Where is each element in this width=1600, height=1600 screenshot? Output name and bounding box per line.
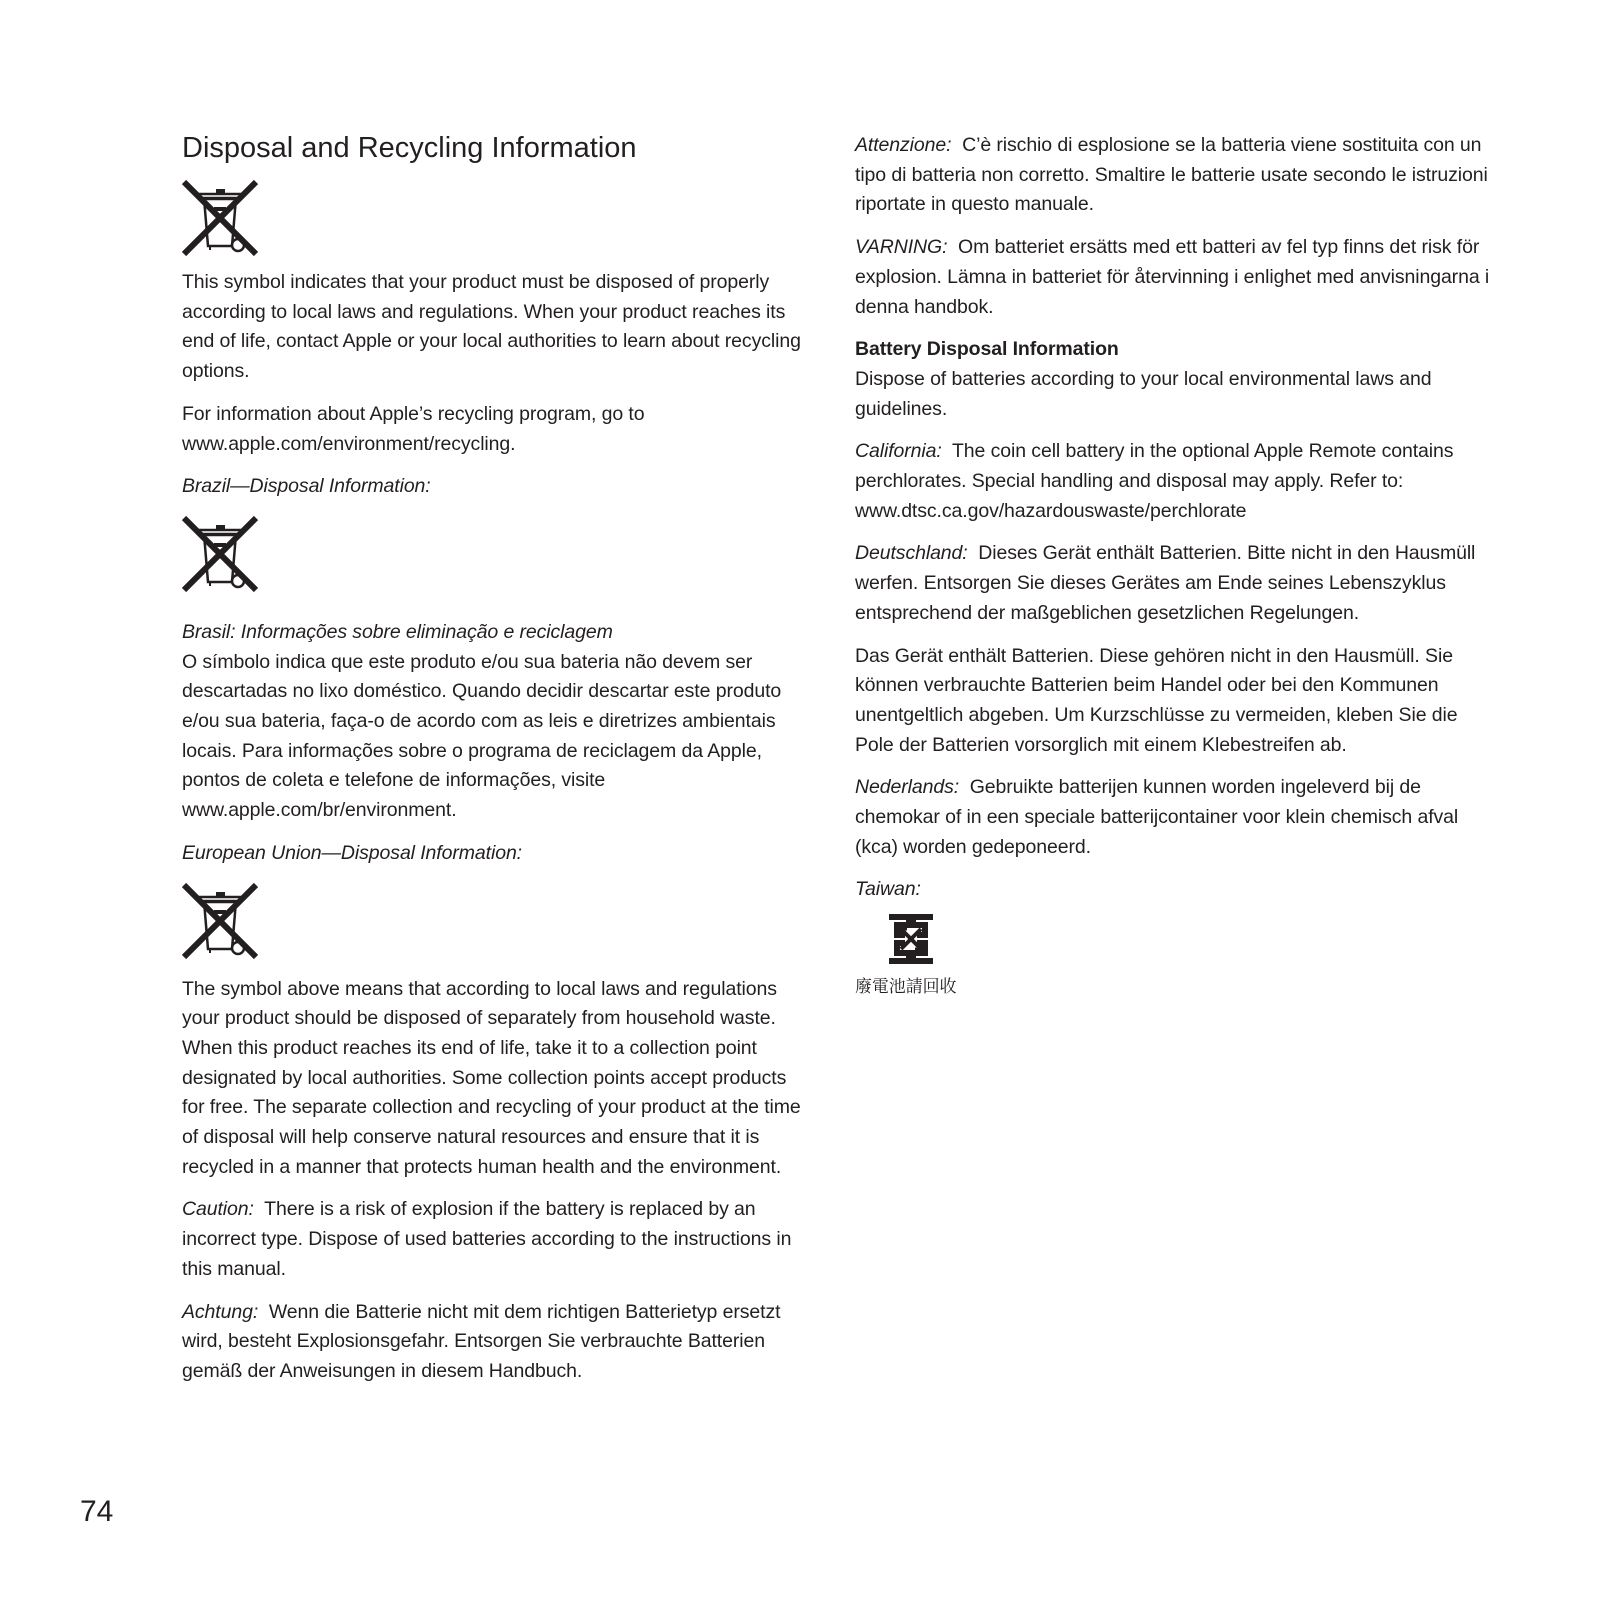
achtung-paragraph — [182, 1298, 807, 1387]
battery-disposal-paragraph: Dispose of batteries according to your local environmental laws and guidelines. — [855, 367, 1432, 420]
taiwan-heading: Taiwan: — [855, 878, 921, 901]
eu-heading: European Union—Disposal Information: — [182, 841, 523, 864]
page-number: 74 — [80, 1495, 114, 1528]
recycling-program-paragraph: For information about Apple’s recycling program, go to www.apple.com/environment/recycling. — [182, 402, 645, 455]
attenzione-paragraph — [855, 131, 1495, 220]
california-paragraph — [855, 437, 1495, 526]
attenzione-label: Attenzione: — [855, 134, 952, 156]
right-column — [855, 131, 1495, 999]
crossed-bin-icon — [180, 514, 260, 594]
varning-text: Om batteriet ersätts med ett batteri av fel typ finns det risk för explosion. Lämna in batteriet för återvinning i enlighet med anvisningarna i denna handbok. — [855, 236, 1490, 318]
achtung-label: Achtung: — [182, 1300, 259, 1323]
battery-disposal-heading: Battery Disposal Information — [855, 338, 1119, 361]
taiwan-battery-recycling-icon — [885, 913, 937, 965]
nederlands-paragraph — [855, 773, 1495, 862]
attenzione-text: C’è rischio di esplosione se la batteria viene sostituita con un tipo di batteria non corretto. Smaltire le batterie usate secondo le istruzioni riportate in questo manuale. — [855, 134, 1488, 216]
deutschland-text: Dieses Gerät enthält Batterien. Bitte nicht in den Hausmüll werfen. Entsorgen Sie dieses Gerätes am Ende seines Lebenszyklus entsprechend der maßgeblichen gesetzlichen Regelungen. — [855, 542, 1476, 624]
brasil-heading: Brasil: Informações sobre eliminação e reciclagem — [182, 620, 613, 643]
nederlands-label: Nederlands: — [855, 776, 960, 799]
varning-paragraph — [855, 233, 1495, 322]
brasil-paragraph: O símbolo indica que este produto e/ou sua bateria não devem ser descartadas no lixo doméstico. Quando decidir descartar este produto e/ou sua bateria, faça-o de acordo com as leis e diretrizes ambientais locais. Para informações sobre o programa de reciclagem da Apple, pontos de coleta e telefone de informações, visite www.apple.com/br/environment. — [182, 650, 782, 822]
taiwan-caption: 廢電池請回收 — [855, 977, 957, 997]
deutschland-paragraph — [855, 539, 1495, 628]
caution-label: Caution: — [182, 1198, 254, 1221]
california-label: California: — [855, 440, 942, 463]
brazil-heading: Brazil—Disposal Information: — [182, 475, 431, 498]
caution-paragraph — [182, 1195, 807, 1284]
caution-text: There is a risk of explosion if the battery is replaced by an incorrect type. Dispose of used batteries according to the instructions in this manual. — [182, 1198, 792, 1280]
nederlands-text: Gebruikte batterijen kunnen worden ingeleverd bij de chemokar of in een speciale batterijcontainer voor klein chemisch afval (kca) worden gedeponeerd. — [855, 776, 1459, 858]
achtung-text: Wenn die Batterie nicht mit dem richtigen Batterietyp ersetzt wird, besteht Explosionsgefahr. Entsorgen Sie verbrauchte Batterien gemäß der Anweisungen in diesem Handbuch. — [182, 1300, 781, 1382]
das-geraet-paragraph: Das Gerät enthält Batterien. Diese gehören nicht in den Hausmüll. Sie können verbrauchte Batterien beim Handel oder bei den Kommunen unentgeltlich abgeben. Um Kurzschlüsse zu vermeiden, kleben Sie die Pole der Batterien vorsorglich mit einem Klebestreifen ab. — [855, 644, 1458, 756]
varning-label: VARNING: — [855, 236, 948, 259]
crossed-bin-icon — [180, 881, 260, 961]
left-column — [182, 130, 807, 1400]
deutschland-label: Deutschland: — [855, 542, 968, 565]
symbol-paragraph: This symbol indicates that your product must be disposed of properly according to local laws and regulations. When your product reaches its end of life, contact Apple or your local authorities to learn about recycling options. — [182, 271, 801, 383]
california-text: The coin cell battery in the optional Apple Remote contains perchlorates. Special handling and disposal may apply. Refer to: www.dtsc.ca.gov/hazardouswaste/perchlorate — [855, 440, 1454, 522]
crossed-bin-icon — [180, 178, 260, 258]
page-title: Disposal and Recycling Information — [182, 132, 637, 164]
eu-paragraph: The symbol above means that according to local laws and regulations your product should be disposed of separately from household waste. When this product reaches its end of life, take it to a collection point designated by local authorities. Some collection points accept products for free. The separate collection and recycling of your product at the time of disposal will help conserve natural resources and ensure that it is recycled in a manner that protects human health and the environment. — [182, 977, 801, 1178]
